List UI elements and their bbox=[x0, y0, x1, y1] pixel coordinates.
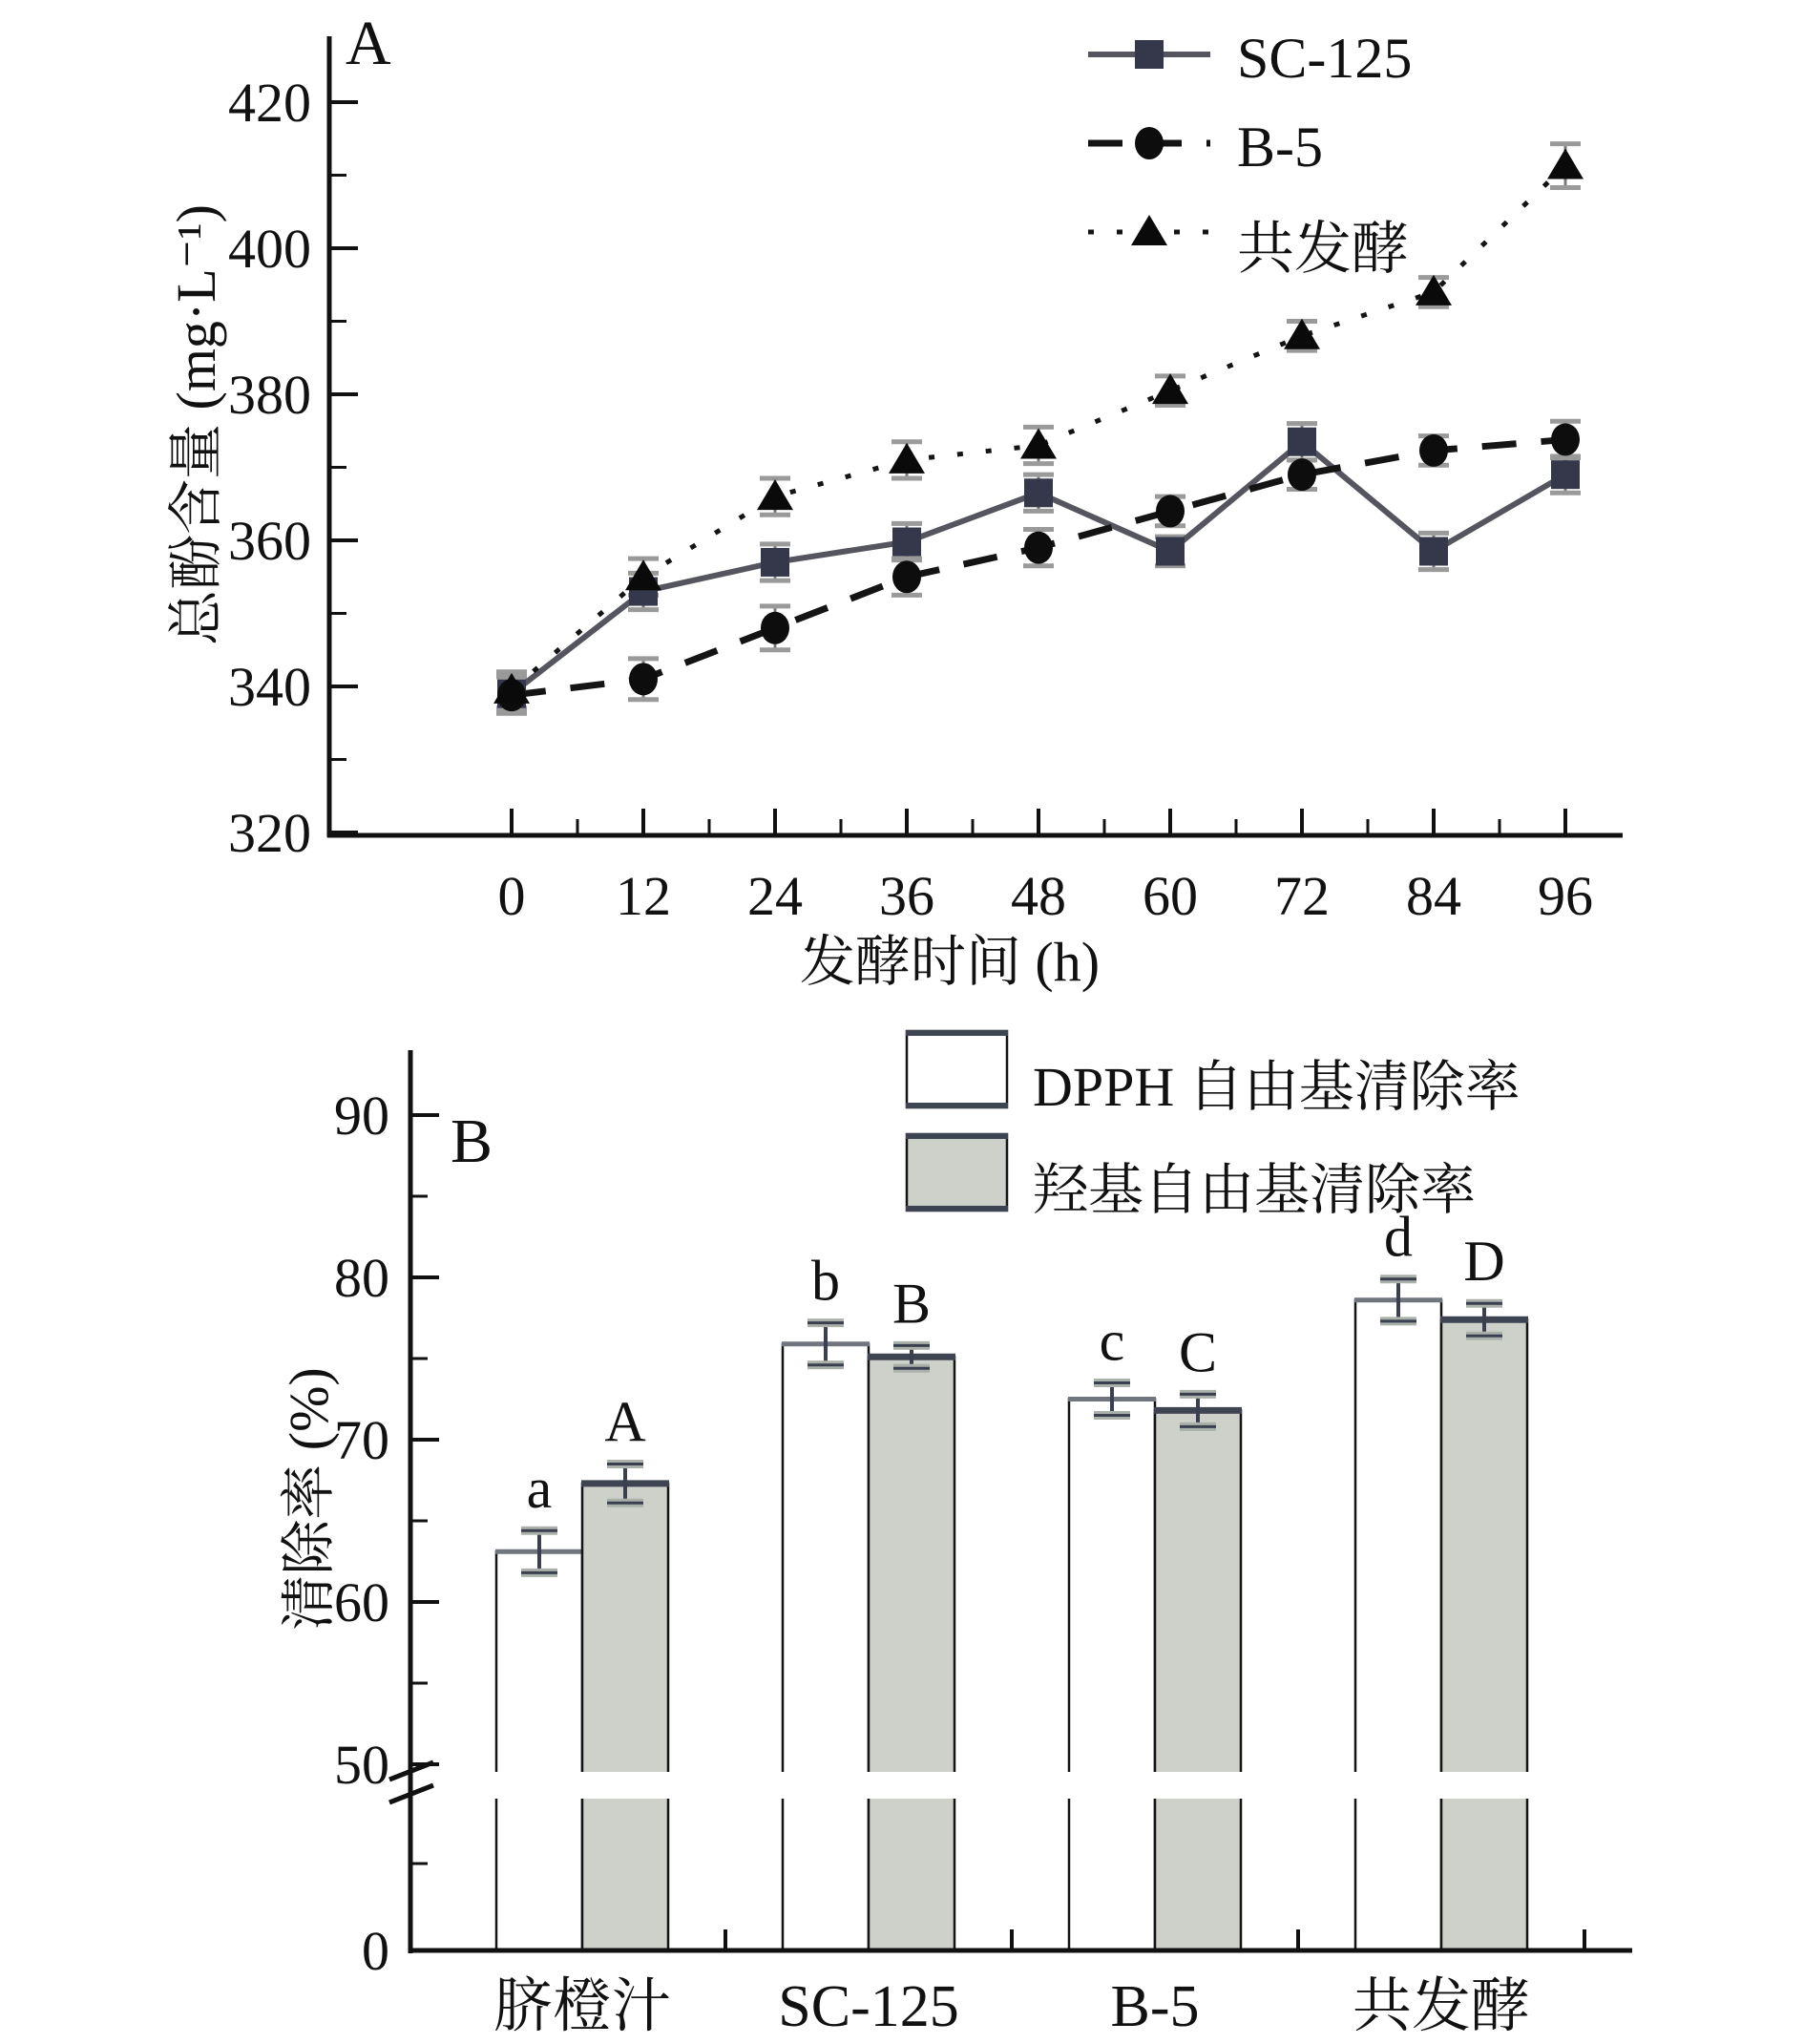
significance-letter: b bbox=[811, 1249, 840, 1313]
panel-a-y-axis-title: 总酚含量 (mg·L⁻¹) bbox=[165, 204, 227, 645]
panel-b-y-axis-title: 清除率 (%) bbox=[278, 1367, 340, 1631]
legend-a-label-cofermentation: 共发酵 bbox=[1237, 218, 1409, 281]
panel-a-x-tick-label: 96 bbox=[1538, 865, 1593, 927]
marker-square bbox=[761, 548, 789, 577]
panel-a-x-tick-label: 84 bbox=[1406, 865, 1461, 927]
panel-a-x-tick-label: 36 bbox=[879, 865, 934, 927]
bar-B-5-0 bbox=[1069, 1400, 1155, 1951]
significance-letter: C bbox=[1178, 1320, 1218, 1384]
bar-共发酵-0 bbox=[1355, 1300, 1441, 1950]
bar-B-5-1 bbox=[1155, 1410, 1241, 1950]
legend-b-swatch bbox=[907, 1031, 1007, 1107]
panel-b-y-tick-label: 0 bbox=[362, 1920, 389, 1982]
legend-b-label-hydroxyl: 羟基自由基清除率 bbox=[1033, 1159, 1477, 1221]
marker-circle bbox=[1419, 434, 1448, 467]
panel-a-y-tick-label: 380 bbox=[228, 364, 311, 426]
panel-a-x-tick-label: 48 bbox=[1011, 865, 1066, 927]
panel-a-x-tick-label: 60 bbox=[1143, 865, 1198, 927]
bar-脐橙汁-0 bbox=[496, 1551, 582, 1950]
panel-a-y-tick-label: 320 bbox=[228, 802, 311, 864]
marker-square bbox=[892, 528, 921, 557]
marker-circle bbox=[761, 612, 789, 644]
marker-triangle bbox=[1547, 149, 1584, 179]
panel-b-y-tick-label: 50 bbox=[334, 1734, 389, 1796]
bar-SC-125-0 bbox=[783, 1344, 869, 1950]
panel-a-y-tick-label: 340 bbox=[228, 656, 311, 718]
category-label: 脐橙汁 bbox=[493, 1974, 672, 2039]
panel-a-y-tick-label: 420 bbox=[228, 72, 311, 134]
marker-square bbox=[1024, 478, 1053, 507]
marker-square bbox=[1135, 40, 1164, 69]
panel-a-x-tick-label: 72 bbox=[1274, 865, 1330, 927]
legend-a-label-b5: B-5 bbox=[1237, 116, 1323, 179]
marker-triangle bbox=[1020, 429, 1057, 459]
marker-triangle bbox=[889, 443, 925, 474]
legend-a-label-sc125: SC-125 bbox=[1237, 27, 1413, 90]
significance-letter: c bbox=[1099, 1309, 1125, 1373]
panel-b-y-tick-label: 90 bbox=[334, 1085, 389, 1147]
bar-SC-125-1 bbox=[869, 1357, 954, 1950]
panel-b-label: B bbox=[451, 1106, 493, 1176]
panel-b-y-tick-label: 80 bbox=[334, 1247, 389, 1309]
legend-b-swatch bbox=[907, 1134, 1007, 1211]
panel-b-y-tick-label: 70 bbox=[334, 1409, 389, 1471]
marker-triangle bbox=[757, 479, 793, 510]
marker-circle bbox=[1156, 495, 1185, 527]
bar-共发酵-1 bbox=[1441, 1319, 1527, 1950]
panel-a-x-tick-label: 12 bbox=[616, 865, 671, 927]
significance-letter: D bbox=[1463, 1230, 1505, 1294]
marker-square bbox=[1419, 537, 1448, 565]
axis-break-gap bbox=[425, 1772, 1618, 1799]
significance-letter: B bbox=[892, 1272, 932, 1336]
marker-square bbox=[1288, 428, 1316, 456]
significance-letter: d bbox=[1384, 1205, 1413, 1269]
legend-b-label-dpph: DPPH 自由基清除率 bbox=[1033, 1056, 1521, 1118]
marker-circle bbox=[1288, 458, 1316, 491]
panel-a-x-tick-label: 24 bbox=[747, 865, 803, 927]
panel-a-x-tick-label: 0 bbox=[497, 865, 526, 927]
bar-脐橙汁-1 bbox=[582, 1484, 668, 1950]
category-label: B-5 bbox=[1110, 1974, 1200, 2039]
marker-circle bbox=[1135, 127, 1164, 159]
marker-circle bbox=[892, 560, 921, 593]
panel-a-label: A bbox=[346, 9, 391, 78]
marker-square bbox=[1156, 537, 1185, 565]
category-label: 共发酵 bbox=[1352, 1974, 1531, 2039]
panel-a-x-axis-title: 发酵时间 (h) bbox=[799, 931, 1101, 993]
significance-letter: a bbox=[526, 1457, 553, 1521]
significance-letter: A bbox=[604, 1390, 646, 1454]
marker-square bbox=[1551, 460, 1580, 489]
marker-circle bbox=[1024, 532, 1053, 564]
category-label: SC-125 bbox=[778, 1974, 959, 2039]
marker-circle bbox=[1551, 423, 1580, 455]
panel-a-y-tick-label: 400 bbox=[228, 218, 311, 280]
marker-circle bbox=[629, 663, 658, 695]
panel-b-y-tick-label: 60 bbox=[334, 1571, 389, 1633]
marker-triangle bbox=[1131, 215, 1167, 245]
panel-a-y-tick-label: 360 bbox=[228, 510, 311, 572]
